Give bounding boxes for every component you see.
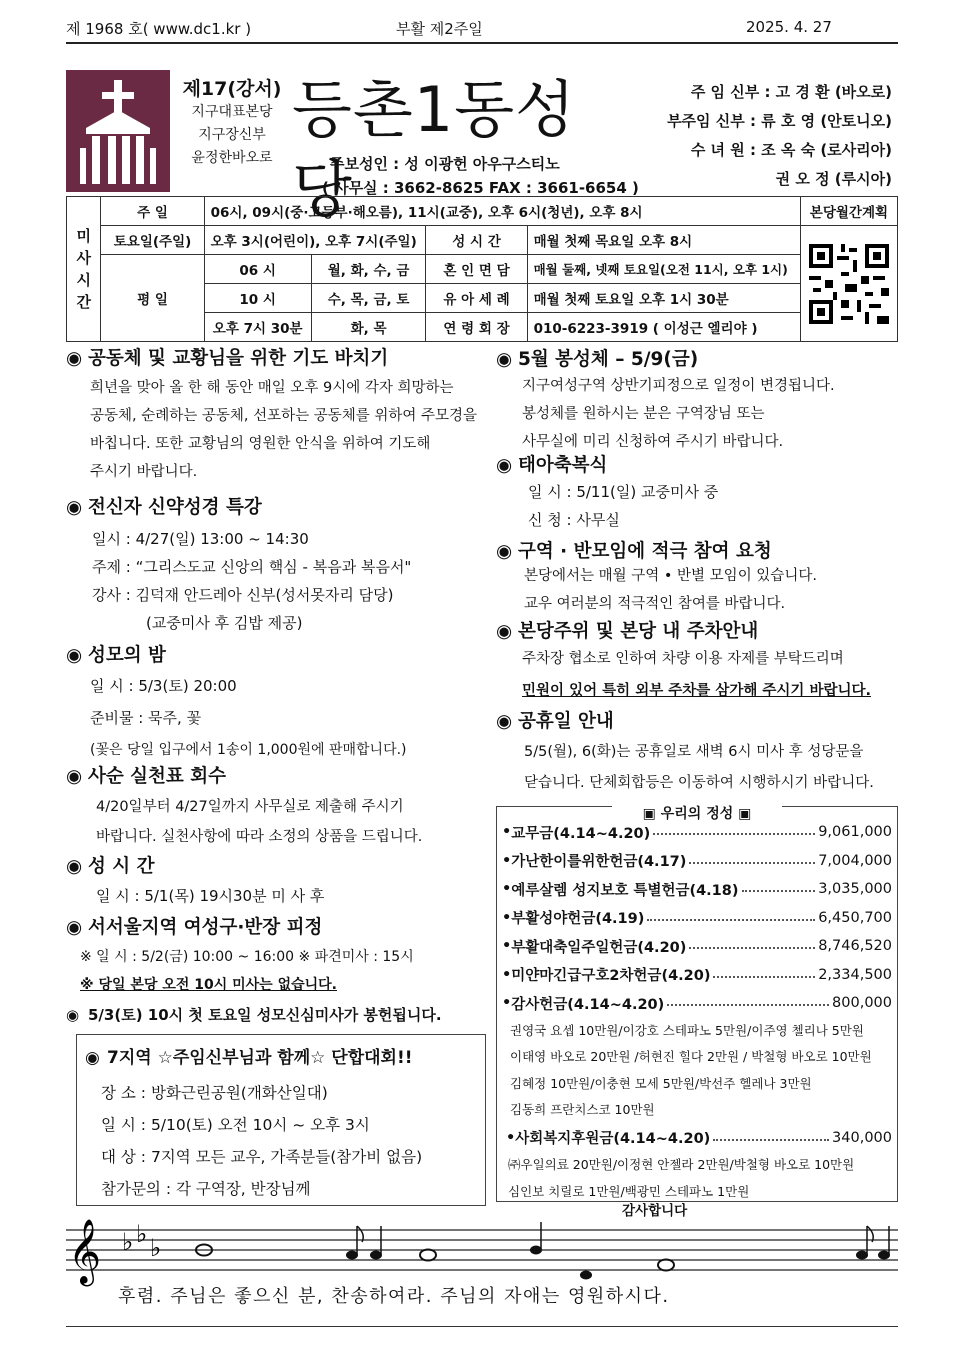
bullet-icon: ◉ xyxy=(496,711,513,732)
weekday-days-0: 월, 화, 수, 금 xyxy=(311,255,426,284)
offering-label: 교무금(4.14~4.20) xyxy=(511,825,651,842)
church-logo xyxy=(66,70,170,192)
district-name: 제17(강서) xyxy=(182,78,282,100)
bullet-icon: ◉ xyxy=(66,497,83,518)
saturday-times: 오후 3시(어린이), 오후 7시(주일) xyxy=(204,226,426,255)
bullet-icon: ◉ xyxy=(66,645,83,666)
offering-amount: 3,035,000 xyxy=(818,881,892,898)
text-line: 참가문의 : 각 구역장, 반장님께 xyxy=(101,1180,311,1198)
thanks-label: 감사합니다 xyxy=(622,1203,688,1219)
text-line: 권영국 요셉 10만원/이강호 스테파노 5만원/이주영 첼리나 5만원 xyxy=(510,1022,864,1038)
welfare-row: • 사회복지후원금(4.14~4.20) 340,000 xyxy=(502,1124,892,1153)
text-line: 주시기 바랍니다. xyxy=(90,464,198,480)
text-line: 강사 : 김덕재 안드레아 신부(성서못자리 담당) xyxy=(92,586,394,604)
section-parking-body xyxy=(522,643,871,707)
text-line: (꽃은 당일 입구에서 1송이 1,000원에 판매합니다.) xyxy=(90,742,407,758)
text-line: 사무실에 미리 신청하여 주시기 바랍니다. xyxy=(522,434,784,450)
service-value-1: 매월 둘째, 넷째 토요일(오전 11시, 오후 1시) xyxy=(527,255,800,284)
monthly-plan-label: 본당월간계획 xyxy=(800,197,897,226)
top-divider xyxy=(66,42,898,44)
sister-1: 수 녀 원 : 조 옥 숙 (로사리아) xyxy=(690,141,892,159)
qr-code-cell xyxy=(800,226,897,342)
offering-label: 사회복지후원금(4.14~4.20) xyxy=(515,1131,711,1148)
section-communion xyxy=(496,345,698,371)
text-line: 주차장 협소로 인하여 차량 이용 자제를 부탁드리며 xyxy=(522,651,844,667)
text-line: 주제 : “그리스도교 신앙의 핵심 - 복음과 복음서" xyxy=(92,558,412,576)
section-prayer-title: 공동체 및 교황님을 위한 기도 바치기 xyxy=(88,348,389,369)
offering-row: • 부활성야헌금(4.19) 6,450,700 xyxy=(502,904,892,933)
section-fetal-blessing xyxy=(496,451,607,477)
section-group-meeting xyxy=(496,537,772,563)
parish-info xyxy=(176,78,288,170)
offering-row: • 가난한이를위한헌금(4.17) 7,004,000 xyxy=(502,847,892,876)
bullet-icon: ◉ xyxy=(66,917,83,938)
section-fetal-title: 태아축복식 xyxy=(518,455,608,476)
offering-label: 부활성야헌금(4.19) xyxy=(511,911,645,928)
associate-pastor: 부주임 신부 : 류 호 영 (안토니오) xyxy=(667,112,892,130)
offering-amount: 8,746,520 xyxy=(818,938,892,955)
church-cross-icon xyxy=(66,70,170,192)
pastor: 주 임 신부 : 고 경 환 (바오로) xyxy=(690,83,892,101)
svg-text:♭: ♭ xyxy=(150,1234,162,1262)
district-priest-name: 윤정한바오로 xyxy=(191,150,273,166)
text-line: 김동희 프란치스코 10만원 xyxy=(510,1102,655,1117)
unity-event-title-row xyxy=(85,1043,412,1068)
bullet-icon: ◉ xyxy=(66,1006,80,1024)
offering-row: • 감사헌금(4.14~4.20) 800,000 xyxy=(502,989,892,1018)
top-info-line xyxy=(66,18,896,40)
offering-label: 예루살렘 성지보호 특별헌금(4.18) xyxy=(511,882,739,899)
text-line: 준비물 : 묵주, 꽃 xyxy=(90,709,202,727)
text-line: 본당에서는 매월 구역 • 반별 모임이 있습니다. xyxy=(524,568,817,584)
section-marian-body xyxy=(90,670,407,766)
church-title: 등촌1동성당 xyxy=(292,73,577,226)
text-line: ※ 일 시 : 5/2(금) 10:00 ~ 16:00 ※ 파견미사 : 15시 xyxy=(80,949,414,965)
service-value-2: 매월 첫째 토요일 오후 1시 30분 xyxy=(527,284,800,313)
bullet-icon: ◉ xyxy=(496,349,513,370)
sister-2: 권 오 정 (루시아) xyxy=(775,170,892,188)
text-line: ㈜우일의료 20만원/이정현 안젤라 2만원/박철형 바오로 10만원 xyxy=(508,1157,855,1172)
thanks-donors xyxy=(502,1018,892,1124)
liturgical-week: 부활 제2주일 xyxy=(396,20,483,38)
service-name-3: 연 령 회 장 xyxy=(426,313,527,342)
refrain-lyric: 후렴. 주님은 좋으신 분, 찬송하여라. 주님의 자애는 영원하시다. xyxy=(118,1286,670,1307)
text-line: 지구여성구역 상반기피정으로 일정이 변경됩니다. xyxy=(522,378,835,394)
offering-label: 부활대축일주일헌금(4.20) xyxy=(511,939,687,956)
mass-side-label: 미 사 시 간 xyxy=(67,197,101,342)
text-line: 신 청 : 사무실 xyxy=(528,511,620,529)
section-first-saturday xyxy=(66,1004,442,1025)
office-contact: ( 사무실 : 3662-8625 FAX : 3661-6654 ) xyxy=(322,179,639,197)
text-line: 4/20일부터 4/27일까지 사무실로 제출해 주시기 xyxy=(96,799,404,815)
service-name-1: 혼 인 면 담 xyxy=(426,255,527,284)
section-prayer xyxy=(66,344,388,370)
offering-label: 감사헌금(4.14~4.20) xyxy=(511,996,665,1013)
text-line: 5/5(월), 6(화)는 공휴일로 새벽 6시 미사 후 성당문을 xyxy=(524,744,864,760)
section-holy-hour xyxy=(66,852,155,878)
text-line: 민원이 있어 특히 외부 주차를 삼가해 주시기 바랍니다. xyxy=(522,683,871,699)
bullet-icon: ◉ xyxy=(496,621,513,642)
text-line: (교중미사 후 김밥 제공) xyxy=(146,614,303,632)
text-line: 바랍니다. 실천사항에 따라 소정의 상품을 드립니다. xyxy=(96,829,423,845)
section-retreat-body xyxy=(80,943,414,999)
section-prayer-body xyxy=(90,374,477,486)
section-group-title: 구역 · 반모임에 적극 참여 요청 xyxy=(518,541,772,562)
section-lent-body xyxy=(96,792,422,852)
section-bible-title: 전신자 신약성경 특강 xyxy=(88,497,262,518)
music-staff xyxy=(66,1212,898,1292)
text-line: 장 소 : 방화근린공원(개화산일대) xyxy=(101,1084,328,1102)
text-line: 김혜정 10만원/이충현 모세 5만원/박선주 헬레나 3만원 xyxy=(510,1075,812,1091)
offering-row: • 교무금(4.14~4.20) 9,061,000 xyxy=(502,818,892,847)
svg-text:♭: ♭ xyxy=(136,1220,148,1248)
section-marian-night xyxy=(66,641,166,667)
bullet-icon: ◉ xyxy=(496,541,513,562)
section-first-saturday-title: 5/3(토) 10시 첫 토요일 성모신심미사가 봉헌됩니다. xyxy=(88,1006,442,1024)
text-line: 봉성체를 원하시는 분은 구역장님 또는 xyxy=(522,406,765,422)
section-retreat-title: 서서울지역 여성구·반장 피정 xyxy=(88,917,323,938)
section-group-body xyxy=(524,562,817,618)
text-line: 공동체, 순례하는 공동체, 선포하는 공동체를 위하여 주모경을 xyxy=(90,408,478,424)
section-parking xyxy=(496,617,758,643)
text-line: 일시 : 4/27(일) 13:00 ~ 14:30 xyxy=(92,530,309,548)
issue-date: 2025. 4. 27 xyxy=(746,18,832,36)
offering-amount: 2,334,500 xyxy=(818,966,892,983)
mass-schedule-table xyxy=(66,196,898,342)
bullet-icon: ◉ xyxy=(85,1048,100,1068)
svg-text:♭: ♭ xyxy=(122,1228,134,1256)
service-name-0: 성 시 간 xyxy=(426,226,527,255)
section-fetal-body xyxy=(528,478,718,534)
welfare-donors xyxy=(502,1152,892,1205)
text-line: 심인보 치릴로 1만원/백광민 스테파노 1만원 xyxy=(508,1183,750,1199)
offering-label: 미얀마긴급구호2차헌금(4.20) xyxy=(511,968,711,985)
bullet-icon: ◉ xyxy=(66,766,83,787)
section-bible-body xyxy=(92,525,411,637)
clergy-list xyxy=(652,78,892,194)
weekday-time-2: 오후 7시 30분 xyxy=(204,313,311,342)
offering-amount: 6,450,700 xyxy=(818,909,892,926)
bullet-icon: ◉ xyxy=(66,348,83,369)
offering-row: • 부활대축일주일헌금(4.20) 8,746,520 xyxy=(502,932,892,961)
service-value-3: 010-6223-3919 ( 이성근 엘리야 ) xyxy=(527,313,800,342)
bullet-icon: ◉ xyxy=(66,856,83,877)
offering-row: • 미얀마긴급구호2차헌금(4.20) 2,334,500 xyxy=(502,961,892,990)
text-line: 대 상 : 7지역 모든 교우, 가족분들(참가비 없음) xyxy=(101,1148,423,1166)
text-line: 이태영 바오로 20만원 /허현진 힐다 2만원 / 박철형 바오로 10만원 xyxy=(510,1049,872,1064)
section-holy-hour-title: 성 시 간 xyxy=(88,856,155,877)
text-line: 닫습니다. 단체회합등은 이동하여 시행하시기 바랍니다. xyxy=(524,775,874,791)
unity-event-body xyxy=(101,1077,422,1205)
offering-row: • 예루살렘 성지보호 특별헌금(4.18) 3,035,000 xyxy=(502,875,892,904)
offerings-title: ▣ 우리의 정성 ▣ xyxy=(612,803,782,823)
section-communion-title: 5월 봉성체 – 5/9(금) xyxy=(518,349,699,370)
offering-amount: 800,000 xyxy=(832,995,892,1012)
section-communion-body xyxy=(522,372,835,456)
patron-saint: 주보성인 : 성 이광헌 아우구스티노 xyxy=(330,155,560,173)
weekday-days-1: 수, 목, 금, 토 xyxy=(311,284,426,313)
section-parking-title: 본당주위 및 본당 내 주차안내 xyxy=(518,621,759,642)
text-line: 희년을 맞아 올 한 해 동안 매일 오후 9시에 각자 희망하는 xyxy=(90,380,454,396)
section-bible-lecture xyxy=(66,493,262,519)
weekday-days-2: 화, 목 xyxy=(311,313,426,342)
sunday-times: 06시, 09시(중·고등부·해오름), 11시(교중), 오후 6시(청년), 오후 8시 xyxy=(204,197,800,226)
unity-event-title: 7지역 ☆주임신부님과 함께☆ 단합대회!! xyxy=(107,1048,413,1068)
section-holiday-body xyxy=(524,737,874,799)
offering-amount: 9,061,000 xyxy=(818,824,892,841)
district-priest-title: 지구장신부 xyxy=(198,127,266,143)
section-holy-hour-body xyxy=(96,882,324,910)
section-holiday xyxy=(496,707,614,733)
section-lent xyxy=(66,762,226,788)
issue-number: 제 1968 호( www.dc1.kr ) xyxy=(66,20,252,38)
service-value-0: 매월 첫째 목요일 오후 8시 xyxy=(527,226,800,255)
sunday-label: 주 일 xyxy=(101,197,204,226)
text-line: 일 시 : 5/11(일) 교중미사 중 xyxy=(528,483,719,501)
offerings-list xyxy=(502,818,892,1205)
text-line: 일 시 : 5/1(목) 19시30분 미 사 후 xyxy=(96,887,325,905)
text-line: 일 시 : 5/10(토) 오전 10시 ~ 오후 3시 xyxy=(101,1116,370,1134)
svg-text:𝄞: 𝄞 xyxy=(68,1219,102,1284)
section-holiday-title: 공휴일 안내 xyxy=(518,711,614,732)
bottom-divider xyxy=(66,1326,898,1327)
section-lent-title: 사순 실천표 회수 xyxy=(88,766,226,787)
section-retreat xyxy=(66,913,322,939)
weekday-time-0: 06 시 xyxy=(204,255,311,284)
weekday-label: 평 일 xyxy=(101,255,204,342)
text-line: ※ 당일 본당 오전 10시 미사는 없습니다. xyxy=(80,977,337,993)
patron-info xyxy=(322,152,639,200)
offering-label: 가난한이를위한헌금(4.17) xyxy=(511,854,687,871)
text-line: 바칩니다. 또한 교황님의 영원한 안식을 위하여 기도해 xyxy=(90,436,431,452)
qr-code-icon xyxy=(805,240,893,328)
bullet-icon: ◉ xyxy=(496,455,513,476)
service-name-2: 유 아 세 례 xyxy=(426,284,527,313)
section-marian-title: 성모의 밤 xyxy=(88,645,166,666)
saturday-label: 토요일(주일) xyxy=(101,226,204,255)
unity-event-box xyxy=(76,1034,486,1206)
offering-amount: 7,004,000 xyxy=(818,852,892,869)
text-line: 일 시 : 5/3(토) 20:00 xyxy=(90,677,237,695)
text-line: 교우 여러분의 적극적인 참여를 바랍니다. xyxy=(524,596,786,612)
weekday-time-1: 10 시 xyxy=(204,284,311,313)
offering-amount: 340,000 xyxy=(832,1129,892,1146)
music-notes-icon xyxy=(66,1212,898,1292)
district-rep: 지구대표본당 xyxy=(191,104,273,120)
